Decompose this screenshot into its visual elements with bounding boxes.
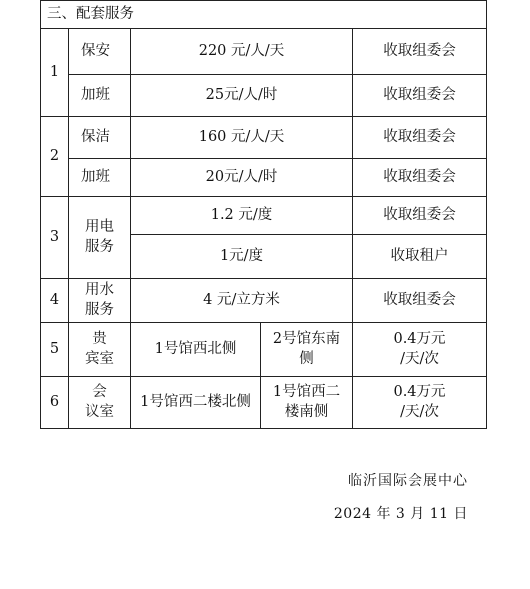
price-line1: 0.4万元 <box>393 330 446 347</box>
row-number: 1 <box>41 29 69 117</box>
price <box>353 323 487 377</box>
row-number: 2 <box>41 117 69 197</box>
service-item: 保安 <box>69 29 131 75</box>
row-number: 6 <box>41 377 69 429</box>
charge-target: 收取组委会 <box>353 197 487 235</box>
location-secondary-line1: 1号馆西二 <box>272 383 341 400</box>
service-item-line1: 会 <box>92 383 107 400</box>
section-title: 三、配套服务 <box>41 1 487 29</box>
service-item <box>69 279 131 323</box>
table-row <box>41 75 487 117</box>
row-number: 3 <box>41 197 69 279</box>
service-item: 保洁 <box>69 117 131 159</box>
charge-target: 收取组委会 <box>353 117 487 159</box>
table-row <box>41 323 487 377</box>
service-item-line2: 服务 <box>85 301 114 318</box>
table-row <box>41 377 487 429</box>
service-item: 加班 <box>69 75 131 117</box>
location-secondary <box>261 377 353 429</box>
service-pricing-table <box>40 0 487 429</box>
service-item: 加班 <box>69 159 131 197</box>
service-item-line1: 贵 <box>92 330 107 347</box>
charge-target: 收取组委会 <box>353 159 487 197</box>
price-detail: 160 元/人/天 <box>131 117 353 159</box>
charge-target: 收取组委会 <box>353 279 487 323</box>
charge-target: 收取租户 <box>353 235 487 279</box>
location-secondary-line2: 楼南侧 <box>284 403 329 420</box>
service-item <box>69 377 131 429</box>
table-row <box>41 29 487 75</box>
table-row <box>41 117 487 159</box>
price-line2: /天/次 <box>400 403 439 420</box>
service-item-line1: 用水 <box>85 281 114 298</box>
location: 1号馆西北侧 <box>131 323 261 377</box>
service-item-line2: 服务 <box>85 238 114 255</box>
service-item <box>69 197 131 279</box>
price-detail: 20元/人/时 <box>131 159 353 197</box>
charge-target: 收取组委会 <box>353 29 487 75</box>
location: 1号馆西二楼北侧 <box>131 377 261 429</box>
location-secondary-line1: 2号馆东南 <box>272 330 341 347</box>
price-detail: 25元/人/时 <box>131 75 353 117</box>
price-detail: 1.2 元/度 <box>131 197 353 235</box>
price-detail: 4 元/立方米 <box>131 279 353 323</box>
service-item-line2: 议室 <box>85 403 114 420</box>
row-number: 4 <box>41 279 69 323</box>
service-item <box>69 323 131 377</box>
location-secondary-line2: 侧 <box>299 350 314 367</box>
issuing-organization: 临沂国际会展中心 <box>348 473 468 489</box>
price-detail: 1元/度 <box>131 235 353 279</box>
price <box>353 377 487 429</box>
row-number: 5 <box>41 323 69 377</box>
price-detail: 220 元/人/天 <box>131 29 353 75</box>
charge-target: 收取组委会 <box>353 75 487 117</box>
issue-date: 2024 年 3 月 11 日 <box>333 506 468 522</box>
pricing-document <box>40 0 486 429</box>
service-item-line2: 宾室 <box>85 350 114 367</box>
table-row <box>41 159 487 197</box>
table-row <box>41 279 487 323</box>
service-item-line1: 用电 <box>85 218 114 235</box>
location-secondary <box>261 323 353 377</box>
price-line1: 0.4万元 <box>393 383 446 400</box>
table-row <box>41 197 487 235</box>
price-line2: /天/次 <box>400 350 439 367</box>
